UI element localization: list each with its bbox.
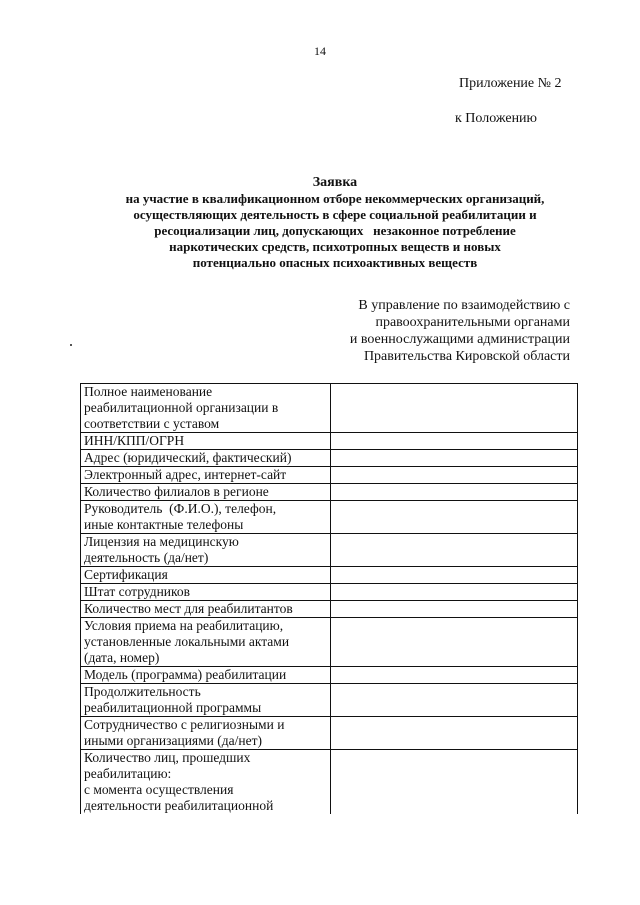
table-row: [81, 618, 578, 667]
table-row: [81, 534, 578, 567]
subtitle-line: потенциально опасных психоактивных веществ: [192, 255, 478, 270]
field-value-cell[interactable]: [331, 467, 578, 484]
field-label-cell: [81, 534, 331, 567]
field-label-line: иные контактные телефоны: [84, 517, 244, 532]
table-row: [81, 750, 578, 815]
field-label-line: ИНН/КПП/ОГРН: [84, 433, 185, 448]
field-value-cell[interactable]: [331, 684, 578, 717]
field-label-line: Условия приема на реабилитацию,: [84, 618, 284, 633]
field-value-cell[interactable]: [331, 667, 578, 684]
table-row: [81, 450, 578, 467]
field-label-cell: [81, 450, 331, 467]
field-label-line: Полное наименование: [84, 384, 213, 399]
regulation-reference: к Положению: [455, 111, 538, 126]
table-row: [81, 467, 578, 484]
field-value-cell[interactable]: [331, 717, 578, 750]
field-label-cell: [81, 567, 331, 584]
subtitle-line: на участие в квалификационном отборе некоммерческих организаций,: [125, 191, 545, 206]
field-label-line: с момента осуществления: [84, 782, 234, 797]
field-label-line: деятельности реабилитационной: [84, 798, 274, 813]
table-row: [81, 717, 578, 750]
field-label-line: установленные локальными актами: [84, 634, 290, 649]
field-label-line: реабилитационной программы: [84, 700, 262, 715]
field-label-cell: [81, 584, 331, 601]
field-label-cell: [81, 667, 331, 684]
table-row: [81, 501, 578, 534]
field-label-line: деятельность (да/нет): [84, 550, 209, 565]
field-label-line: иными организациями (да/нет): [84, 733, 262, 748]
addressee-line: и военнослужащими администрации: [349, 332, 570, 347]
field-value-cell[interactable]: [331, 567, 578, 584]
field-label-cell: [81, 467, 331, 484]
field-label-cell: [81, 750, 331, 815]
field-label-line: Штат сотрудников: [84, 584, 191, 599]
field-label-line: Сотрудничество с религиозными и: [84, 717, 285, 732]
field-label-line: соответствии с уставом: [84, 416, 220, 431]
table-row: [81, 484, 578, 501]
addressee-line: Правительства Кировской области: [363, 349, 570, 364]
field-value-cell[interactable]: [331, 484, 578, 501]
subtitle-line: ресоциализации лиц, допускающих незаконное потребление: [154, 223, 516, 238]
field-value-cell[interactable]: [331, 584, 578, 601]
field-label-line: реабилитацию:: [84, 766, 172, 781]
table-row: [81, 433, 578, 450]
field-label-cell: [81, 684, 331, 717]
addressee-line: правоохранительными органами: [375, 315, 570, 330]
table-row: [81, 584, 578, 601]
scan-speck: [70, 344, 72, 346]
field-label-cell: [81, 484, 331, 501]
field-label-cell: [81, 433, 331, 450]
field-label-line: Продолжительность: [84, 684, 201, 699]
subtitle-line: осуществляющих деятельность в сфере социальной реабилитации и: [133, 207, 537, 222]
field-value-cell[interactable]: [331, 501, 578, 534]
field-value-cell[interactable]: [331, 601, 578, 618]
field-label-cell: [81, 601, 331, 618]
field-value-cell[interactable]: [331, 750, 578, 815]
field-label-cell: [81, 717, 331, 750]
table-row: [81, 684, 578, 717]
field-value-cell[interactable]: [331, 534, 578, 567]
application-form-table: [80, 383, 578, 814]
field-label-line: Модель (программа) реабилитации: [84, 667, 287, 682]
appendix-label: Приложение № 2: [459, 76, 562, 91]
addressee-line: В управление по взаимодействию с: [358, 298, 570, 313]
field-label-line: реабилитационной организации в: [84, 400, 279, 415]
field-label-cell: [81, 384, 331, 433]
document-title: Заявка: [312, 175, 358, 190]
table-row: [81, 567, 578, 584]
subtitle-line: наркотических средств, психотропных веществ и новых: [169, 239, 501, 254]
table-row: [81, 667, 578, 684]
field-label-line: Количество лиц, прошедших: [84, 750, 251, 765]
field-label-line: Количество филиалов в регионе: [84, 484, 269, 499]
field-label-line: Электронный адрес, интернет-сайт: [84, 467, 287, 482]
field-label-line: Количество мест для реабилитантов: [84, 601, 293, 616]
field-value-cell[interactable]: [331, 433, 578, 450]
field-label-line: Руководитель (Ф.И.О.), телефон,: [84, 501, 277, 516]
addressee-block: [270, 297, 570, 365]
application-title-block: [60, 175, 610, 271]
field-value-cell[interactable]: [331, 618, 578, 667]
field-value-cell[interactable]: [331, 384, 578, 433]
field-label-line: (дата, номер): [84, 650, 160, 665]
field-label-cell: [81, 618, 331, 667]
table-row: [81, 384, 578, 433]
field-value-cell[interactable]: [331, 450, 578, 467]
table-row: [81, 601, 578, 618]
field-label-cell: [81, 501, 331, 534]
field-label-line: Адрес (юридический, фактический): [84, 450, 292, 465]
field-label-line: Сертификация: [84, 567, 168, 582]
field-label-line: Лицензия на медицинскую: [84, 534, 239, 549]
page-number: 14: [314, 44, 326, 58]
